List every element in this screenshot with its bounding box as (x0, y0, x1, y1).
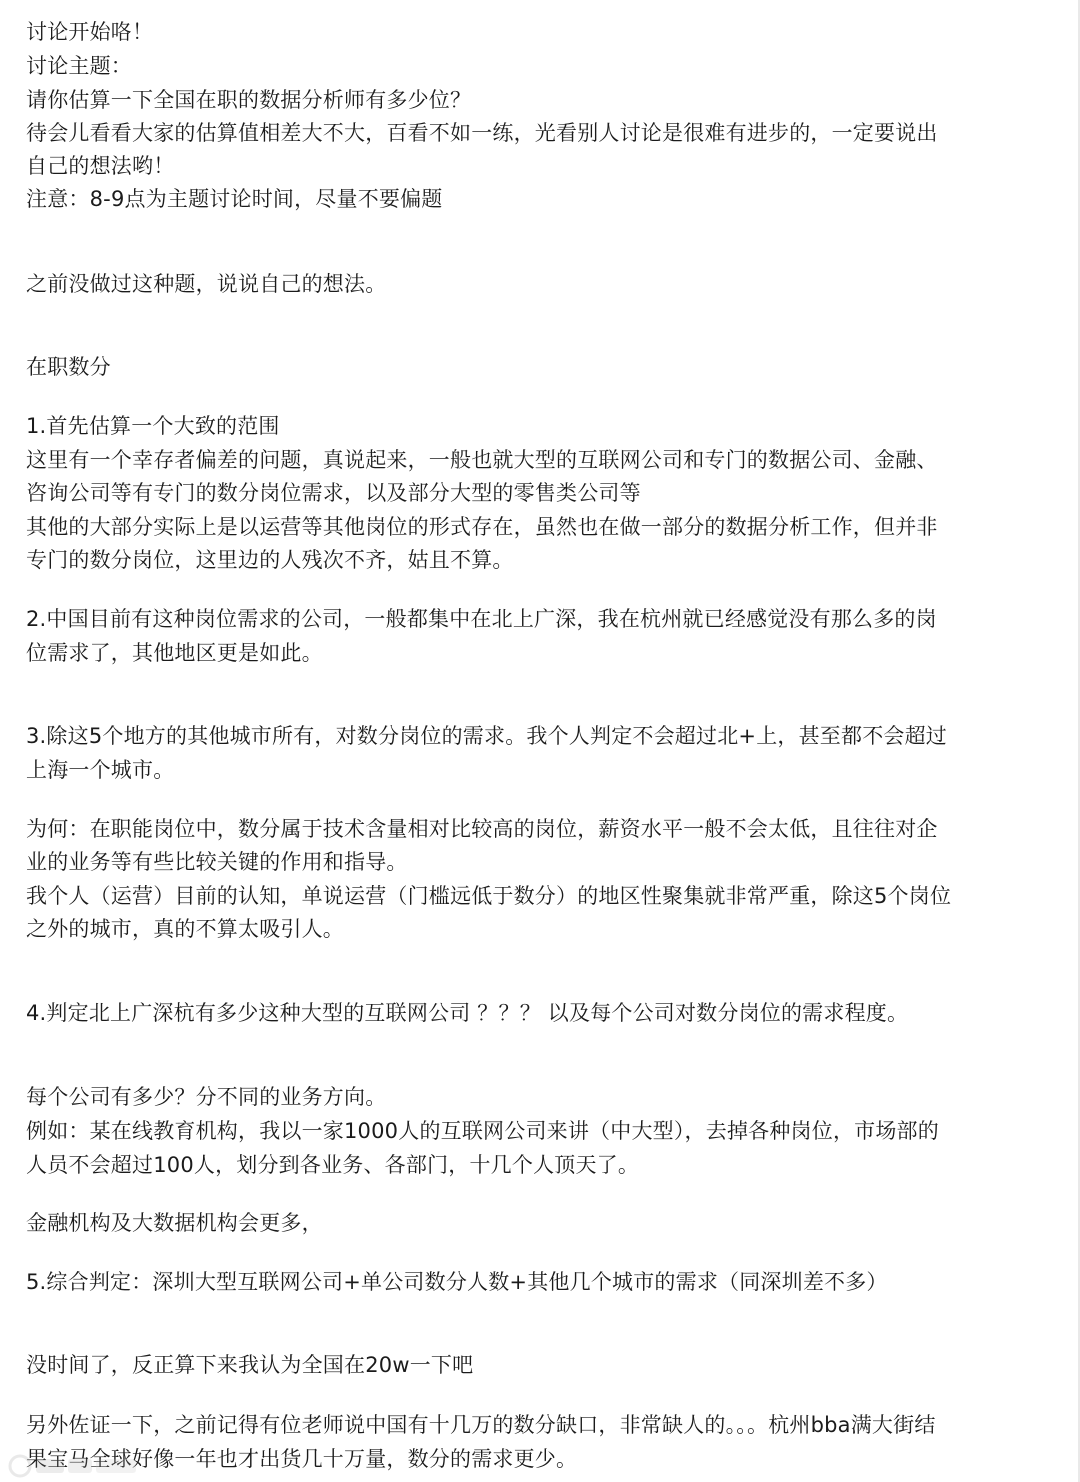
text-line: 其他的大部分实际上是以运营等其他岗位的形式存在，虽然也在做一部分的数据分析工作，但并非 (26, 515, 938, 539)
text-line: 例如：某在线教育机构，我以一家1000人的互联网公司来讲（中大型），去掉各种岗位，市场部的 (26, 1119, 939, 1143)
text-line: 这里有一个幸存者偏差的问题，真说起来，一般也就大型的互联网公司和专门的数据公司、金融、 (26, 448, 938, 472)
watermark-logo (6, 1452, 156, 1480)
text-line: 果宝马全球好像一年也才出货几十万量，数分的需求更少。 (26, 1447, 578, 1471)
text-line: 4.判定北上广深杭有多少这种大型的互联网公司 ？？？ 以及每个公司对数分岗位的需求程度。 (26, 1001, 909, 1025)
text-line: 专门的数分岗位，这里边的人残次不齐，姑且不算。 (26, 548, 514, 572)
text-line: 自己的想法哟！ (26, 154, 175, 178)
text-line: 金融机构及大数据机构会更多， (26, 1211, 323, 1235)
text-line: 请你估算一下全国在职的数据分析师有多少位？ (26, 88, 472, 112)
text-line: 另外佐证一下，之前记得有位老师说中国有十几万的数分缺口，非常缺人的。。。杭州bba满大街结 (26, 1413, 936, 1437)
text-line: 我个人（运营）目前的认知，单说运营（门槛远低于数分）的地区性聚集就非常严重，除这5个岗位 (26, 884, 952, 908)
text-line: 没时间了，反正算下来我认为全国在20w一下吧 (26, 1353, 474, 1377)
text-line: 5.综合判定：深圳大型互联网公司+单公司数分人数+其他几个城市的需求（同深圳差不多） (26, 1270, 888, 1294)
section-heading: 在职数分 (26, 355, 111, 379)
text-line: 为何：在职能岗位中，数分属于技术含量相对比较高的岗位，薪资水平一般不会太低，且往往对企 (26, 817, 938, 841)
text-line: 每个公司有多少？分不同的业务方向。 (26, 1085, 387, 1109)
text-line: 咨询公司等有专门的数分岗位需求，以及部分大型的零售类公司等 (26, 481, 641, 505)
text-line: 1.首先估算一个大致的范围 (26, 414, 280, 438)
text-line: 之外的城市，真的不算太吸引人。 (26, 917, 344, 941)
text-line: 业的业务等有些比较关键的作用和指导。 (26, 850, 408, 874)
text-line: 注意：8-9点为主题讨论时间，尽量不要偏题 (26, 187, 443, 211)
text-line: 3.除这5个地方的其他城市所有，对数分岗位的需求。我个人判定不会超过北+上，甚至都不会超过 (26, 724, 947, 748)
text-line: 人员不会超过100人，划分到各业务、各部门，十几个人顶天了。 (26, 1153, 640, 1177)
text-line: 待会儿看看大家的估算值相差大不大，百看不如一练，光看别人讨论是很难有进步的，一定要说出 (26, 121, 938, 145)
text-line: 讨论开始咯！ (26, 20, 154, 44)
text-line: 讨论主题： (26, 54, 132, 78)
text-line: 位需求了，其他地区更是如此。 (26, 641, 323, 665)
text-line: 2.中国目前有这种岗位需求的公司，一般都集中在北上广深，我在杭州就已经感觉没有那么多的岗 (26, 607, 937, 631)
text-line: 上海一个城市。 (26, 758, 175, 782)
text-line: 之前没做过这种题，说说自己的想法。 (26, 272, 387, 296)
